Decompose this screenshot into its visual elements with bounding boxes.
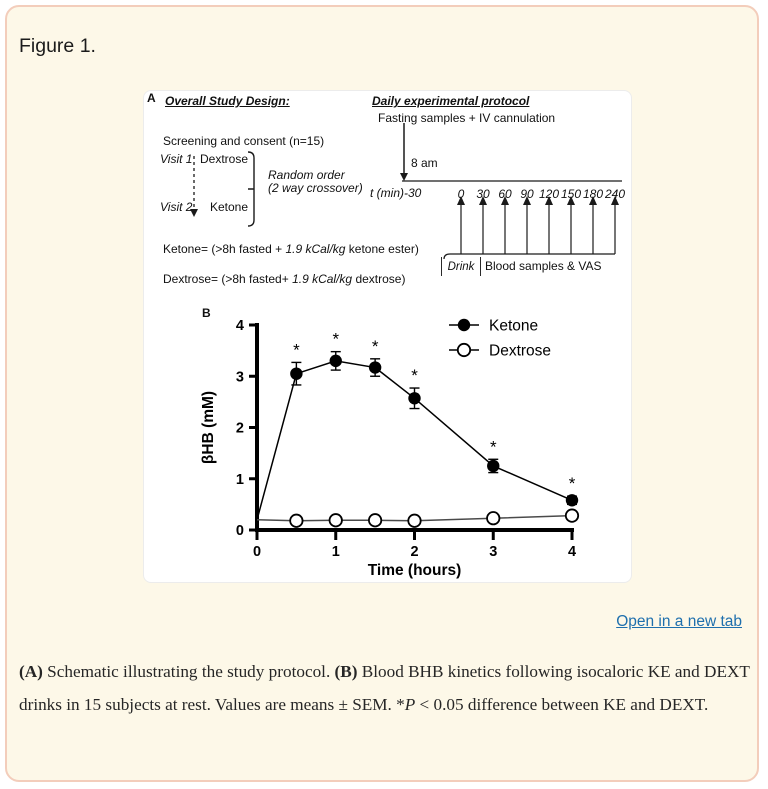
x-tick-label: 1 <box>331 544 340 560</box>
data-point <box>408 515 420 527</box>
legend-label: Dextrose <box>489 342 552 360</box>
legend-label: Ketone <box>489 317 539 335</box>
random-order-line1: Random order <box>268 168 345 182</box>
significance-asterisk: * <box>411 366 418 386</box>
data-point <box>487 460 499 472</box>
significance-asterisk: * <box>371 336 379 356</box>
data-point <box>290 515 302 527</box>
timeline-tick: 240 <box>604 187 626 201</box>
x-tick-label: 0 <box>252 544 262 560</box>
significance-asterisk: * <box>489 437 497 457</box>
x-tick-label: 2 <box>410 544 419 560</box>
significance-asterisk: * <box>332 329 340 349</box>
x-tick-label: 3 <box>489 544 498 560</box>
caption-b-label: (B) <box>334 662 358 681</box>
data-point <box>330 355 342 367</box>
legend-marker <box>458 319 470 331</box>
ketone-def-dose: 1.9 kCal/kg <box>285 242 346 256</box>
ketone-def-post: ketone ester) <box>345 242 419 256</box>
dextrose-def-pre: Dextrose= (>8h fasted+ <box>163 272 293 286</box>
visit1-label: Visit 1 <box>160 152 193 166</box>
y-axis-label: βHB (mM) <box>200 390 217 465</box>
panel-a-left-title: Overall Study Design: <box>165 94 290 108</box>
timeline-tick: 150 <box>560 187 582 201</box>
timeline-tick: 0 <box>457 187 465 201</box>
caption-tail: < 0.05 difference between KE and DEXT. <box>415 695 709 715</box>
data-point <box>330 514 342 526</box>
blood-samples-label: Blood samples & VAS <box>485 259 602 273</box>
drink-label: Drink <box>441 257 481 276</box>
y-tick-label: 4 <box>235 318 244 334</box>
ketone-def-pre: Ketone= (>8h fasted + <box>163 242 286 256</box>
y-tick-label: 0 <box>235 523 244 539</box>
data-point <box>369 361 381 373</box>
data-point <box>408 392 420 404</box>
ketone-definition <box>163 243 419 257</box>
dextrose-def-dose: 1.9 kCal/kg <box>292 272 353 286</box>
timeline-tick: 90 <box>520 187 534 201</box>
timeline-ticks <box>144 187 631 203</box>
open-in-new-tab-link[interactable]: Open in a new tab <box>616 613 742 630</box>
x-axis-label: Time (hours) <box>367 562 462 579</box>
panel-b-label: B <box>202 306 211 320</box>
significance-asterisk: * <box>293 340 300 360</box>
t-start-tick: -30 <box>404 186 422 200</box>
caption-b-text: Blood BHB kinetics following isocaloric KE and DEXT drinks in 15 subjects at rest. Values are means ± SEM. * <box>19 662 750 715</box>
t-min-label: t (min) <box>370 186 404 200</box>
dextrose-def-post: dextrose) <box>352 272 406 286</box>
significance-asterisk: * <box>568 474 576 494</box>
y-tick-label: 3 <box>235 369 244 386</box>
screening-label: Screening and consent (n=15) <box>163 134 325 148</box>
figure-image <box>143 90 632 583</box>
eight-am-label: 8 am <box>411 156 438 170</box>
figure-number-title: Figure 1. <box>19 35 96 57</box>
data-point <box>487 512 499 524</box>
y-tick-label: 2 <box>235 420 244 437</box>
data-point <box>369 514 381 526</box>
fasting-label: Fasting samples + IV cannulation <box>378 111 556 125</box>
data-point <box>290 367 302 379</box>
x-tick-label: 4 <box>567 544 577 560</box>
timeline-tick: 180 <box>582 187 604 201</box>
panel-a-label: A <box>147 91 156 105</box>
data-point <box>566 509 578 521</box>
panel-a-right-title: Daily experimental protocol <box>372 94 530 108</box>
visit2-label: Visit 2 <box>160 200 193 214</box>
timeline-tick: 120 <box>538 187 560 201</box>
figure-card <box>5 5 759 782</box>
random-order-line2: (2 way crossover) <box>268 181 363 195</box>
legend-marker <box>458 344 470 356</box>
dextrose-definition <box>163 273 405 287</box>
data-point <box>566 494 578 506</box>
visit2-arm-label: Ketone <box>210 200 249 214</box>
timeline-tick: 30 <box>476 187 490 201</box>
caption-a-text: Schematic illustrating the study protocol. <box>42 662 335 681</box>
y-tick-label: 1 <box>235 471 244 488</box>
visit1-arm-label: Dextrose <box>200 152 249 166</box>
caption-p-symbol: P <box>404 695 416 715</box>
figure-caption <box>19 655 755 721</box>
panel-b-chart <box>199 306 604 581</box>
caption-a-label: (A) <box>19 662 43 681</box>
timeline-tick: 60 <box>498 187 512 201</box>
